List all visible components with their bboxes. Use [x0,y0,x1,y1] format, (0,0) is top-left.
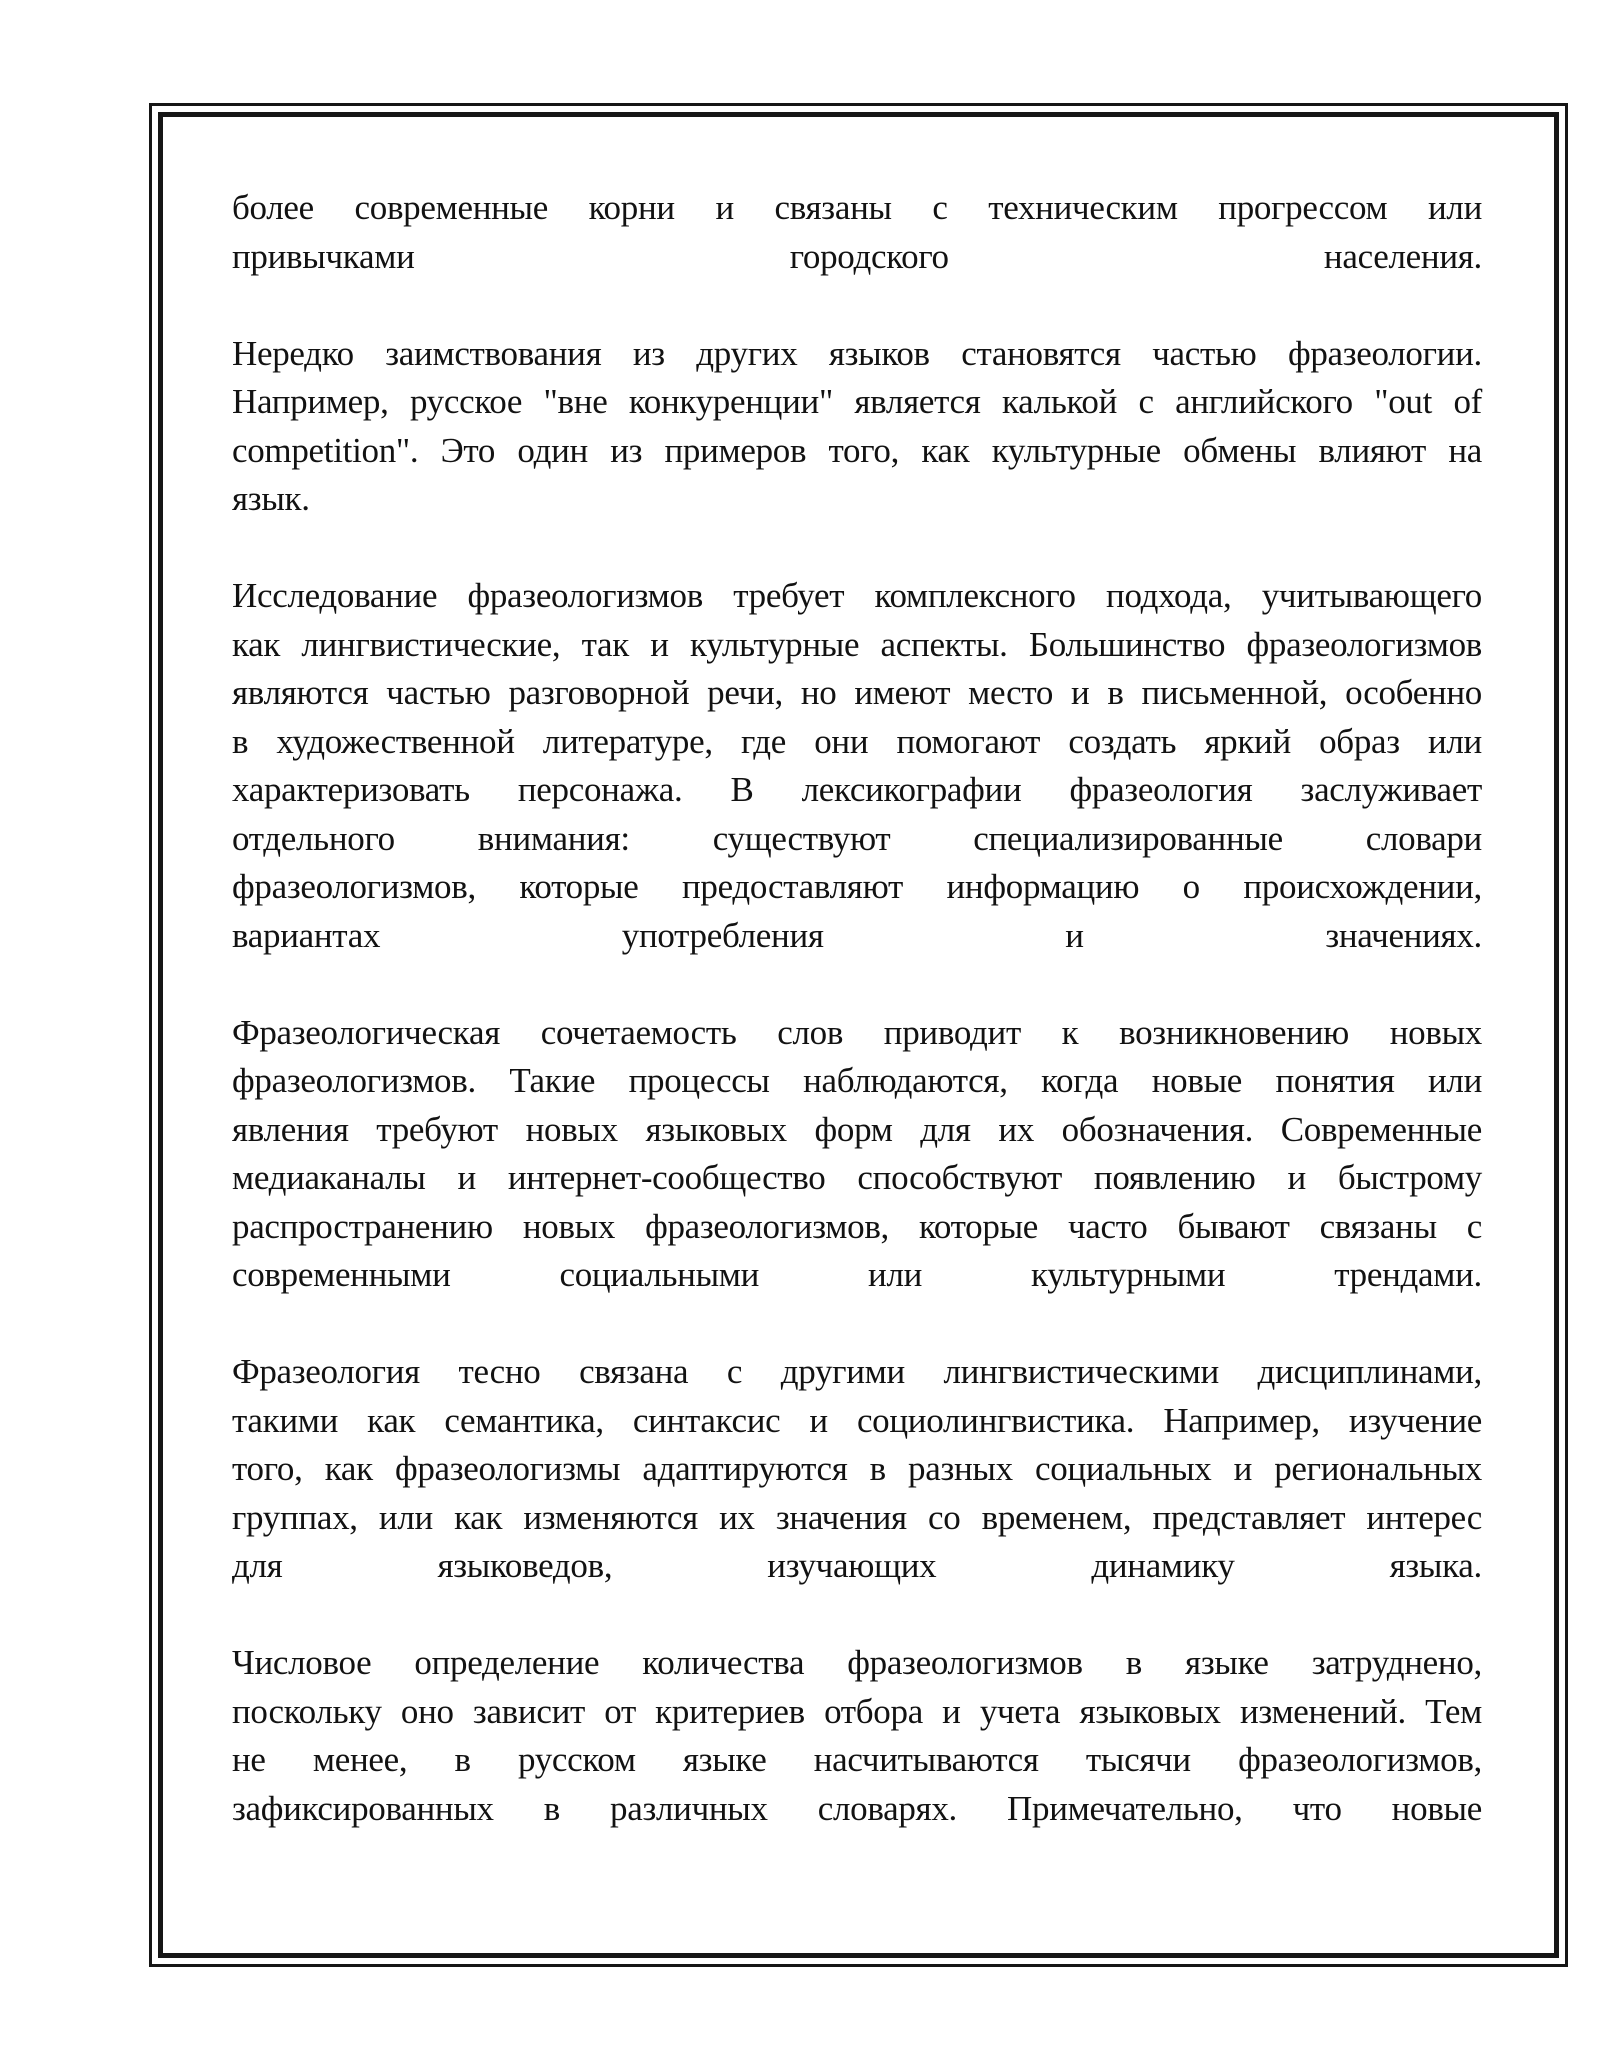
text-line: как лингвистические, так и культурные аспекты. Большинство фразеологизмов [232,624,1482,664]
paragraph [232,1009,1482,1300]
text-line: такими как семантика, синтаксис и социолингвистика. Например, изучение [232,1400,1482,1440]
text-line: Нередко заимствования из других языков становятся частью фразеологии. [232,333,1482,373]
text-line: вариантах употребления и значениях. [232,915,1482,955]
text-line: характеризовать персонажа. В лексикографии фразеология заслуживает [232,770,1482,809]
document-body [163,117,1554,1833]
text-line: отдельного внимания: существуют специализированные словари [232,818,1482,858]
paragraph [232,184,1482,281]
outer-border-frame [149,103,1568,1967]
text-line: фразеологизмов, которые предоставляют информацию о происхождении, [232,867,1482,906]
text-line: того, как фразеологизмы адаптируются в разных социальных и региональных [232,1449,1482,1488]
paragraph [232,1348,1482,1591]
paragraph [232,330,1482,524]
text-line: фразеологизмов. Такие процессы наблюдаются, когда новые понятия или [232,1061,1482,1100]
text-line: более современные корни и связаны с техническим прогрессом или [232,188,1482,227]
text-line: не менее, в русском языке насчитываются тысячи фразеологизмов, [232,1740,1482,1779]
paragraph [232,572,1482,960]
text-line: язык. [232,479,310,518]
text-line: привычками городского населения. [232,236,1482,276]
text-line: Числовое определение количества фразеологизмов в языке затруднено, [232,1643,1482,1682]
text-line: для языковедов, изучающих динамику языка. [232,1546,1482,1585]
text-line: Исследование фразеологизмов требует комплексного подхода, учитывающего [232,576,1482,615]
text-line: распространению новых фразеологизмов, которые часто бывают связаны с [232,1206,1482,1246]
text-line: явления требуют новых языковых форм для их обозначения. Современные [232,1109,1482,1149]
text-line: современными социальными или культурными трендами. [232,1255,1482,1294]
text-line: медиаканалы и интернет-сообщество способствуют появлению и быстрому [232,1158,1482,1197]
paragraph [232,1639,1482,1833]
text-line: в художественной литературе, где они помогают создать яркий образ или [232,721,1482,761]
text-line: Фразеологическая сочетаемость слов приводит к возникновению новых [232,1012,1482,1052]
text-line: поскольку оно зависит от критериев отбора и учета языковых изменений. Тем [232,1691,1482,1731]
text-line: Фразеология тесно связана с другими лингвистическими дисциплинами, [232,1352,1482,1391]
text-line: Например, русское "вне конкуренции" является калькой с английского "out of [232,382,1482,421]
text-line: зафиксированных в различных словарях. Примечательно, что новые [232,1788,1482,1828]
text-line: являются частью разговорной речи, но имеют место и в письменной, особенно [232,673,1482,712]
inner-border-frame [158,112,1559,1958]
text-line: группах, или как изменяются их значения со временем, представляет интерес [232,1497,1482,1537]
text-line: competition". Это один из примеров того, как культурные обмены влияют на [232,430,1482,470]
